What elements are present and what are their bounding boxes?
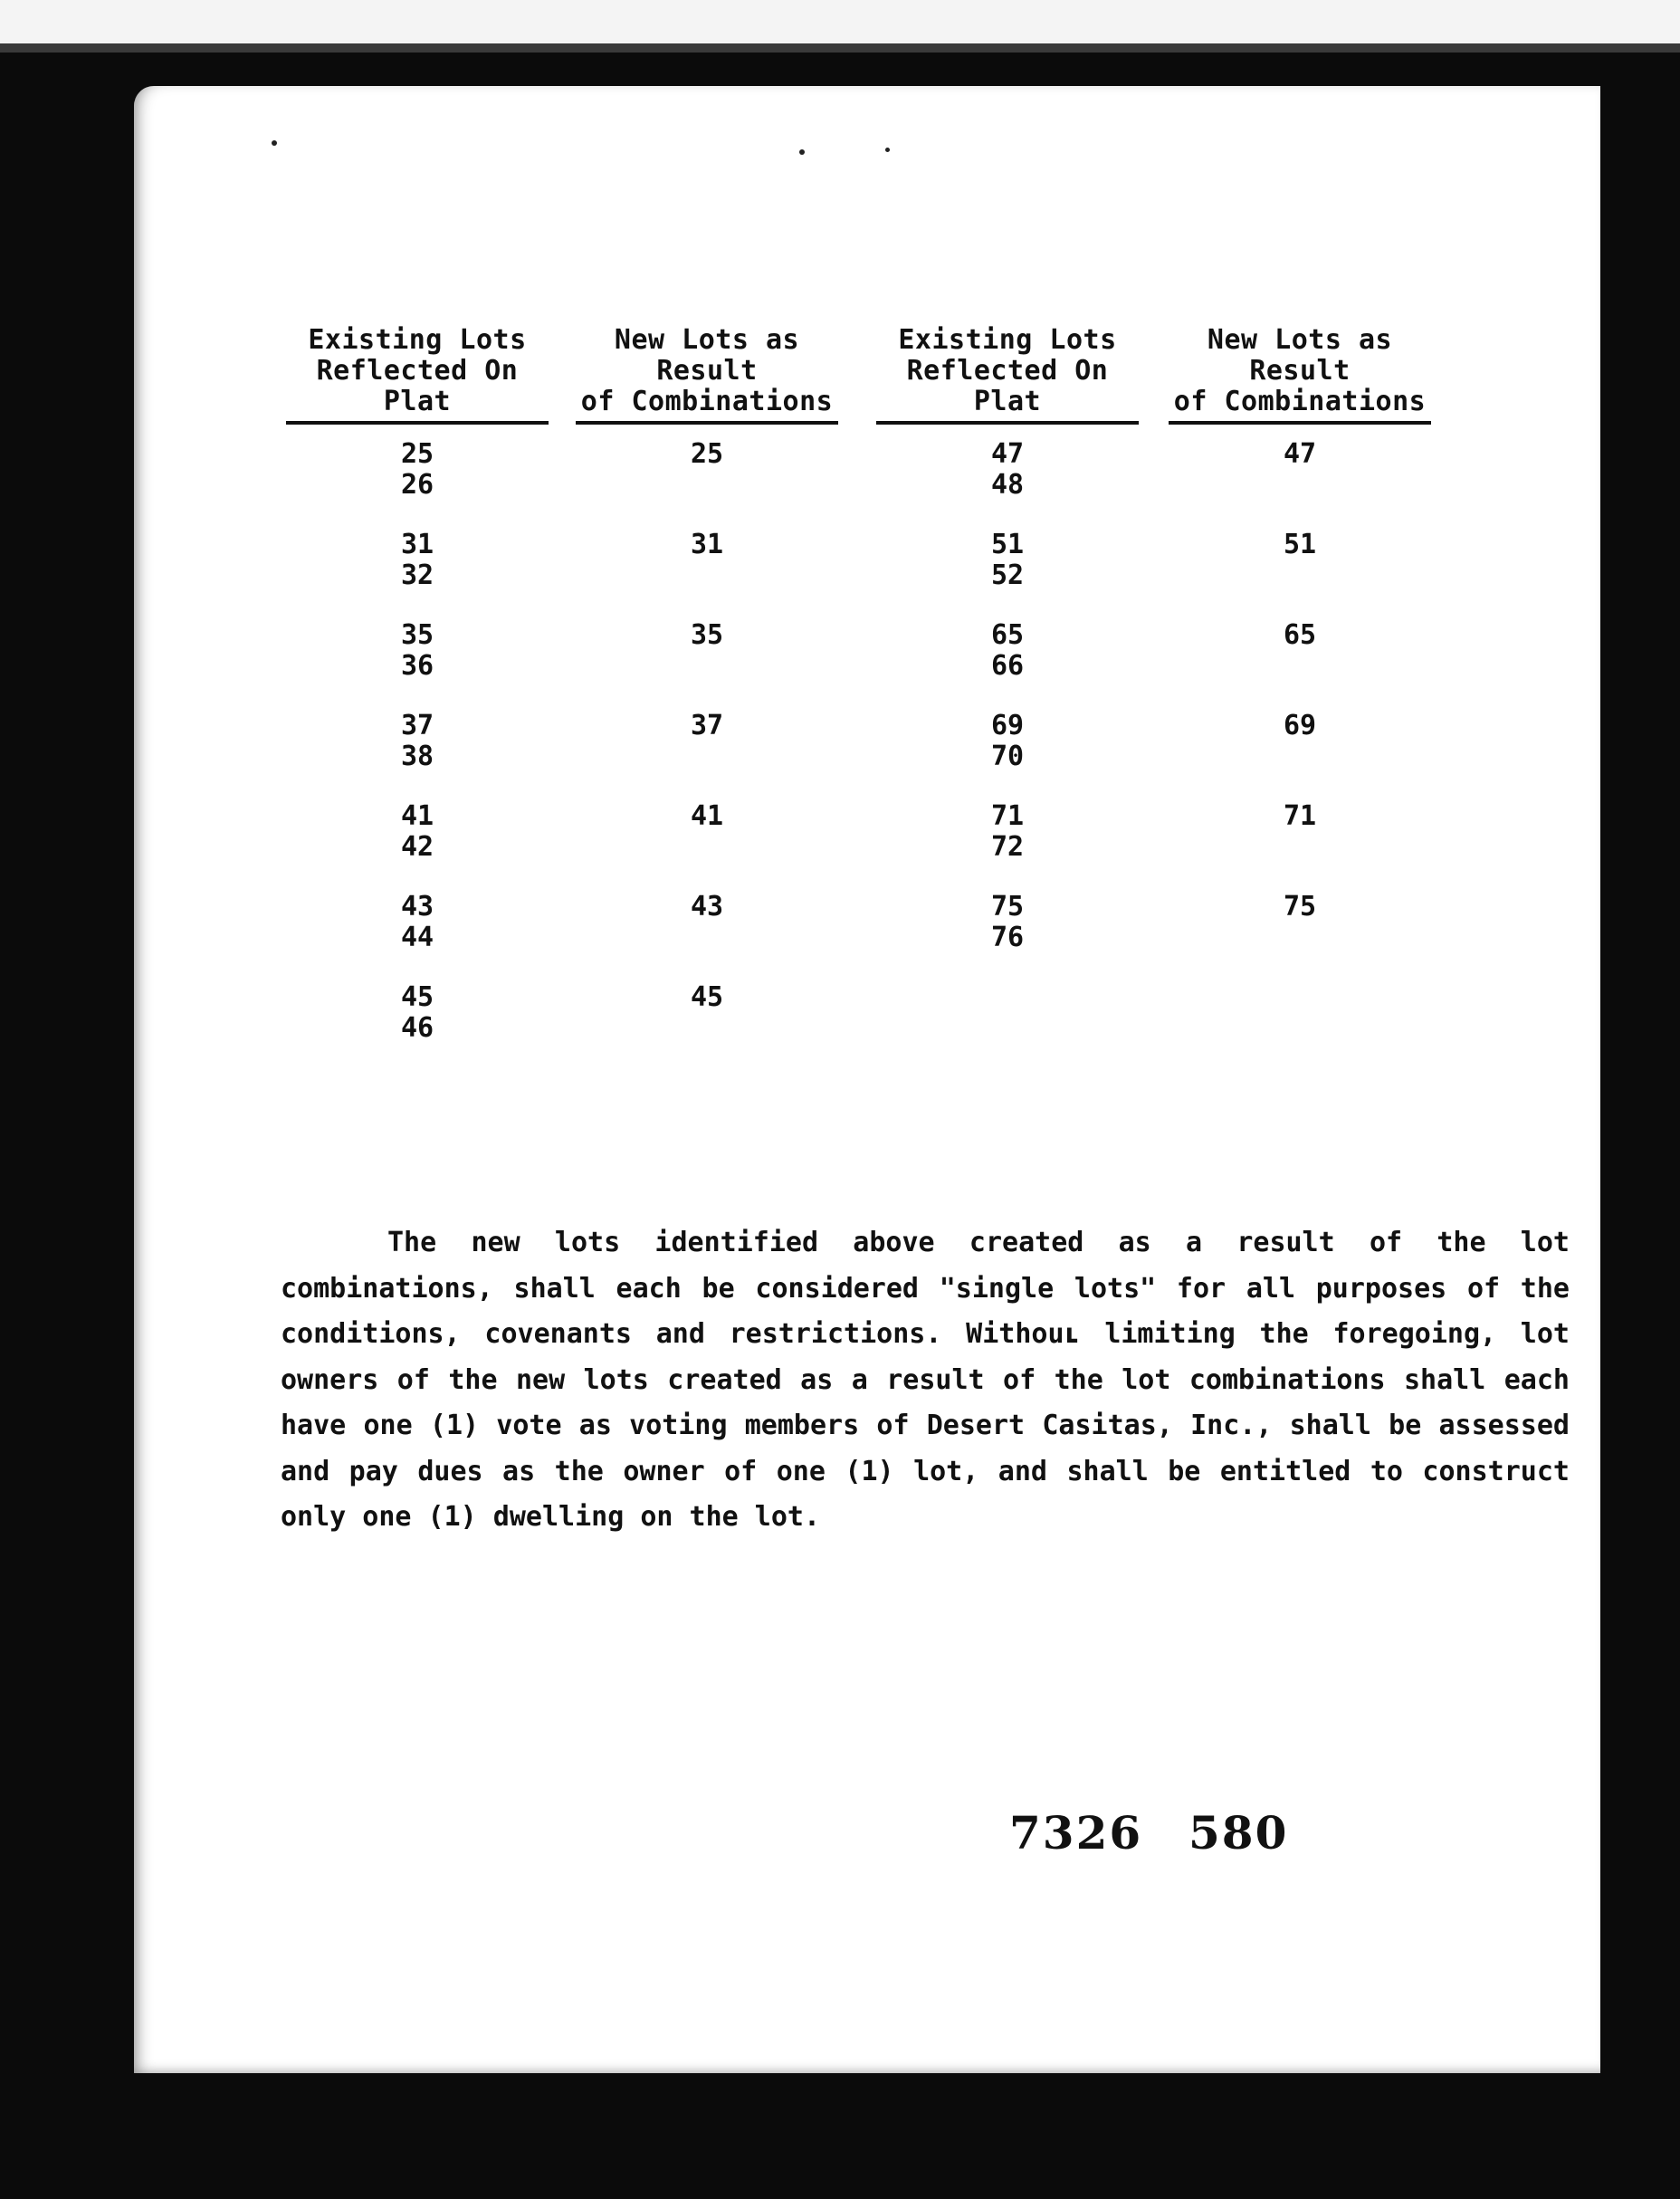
lot-group <box>277 801 558 863</box>
col-header-line: Existing Lots <box>308 324 527 356</box>
lot-number: 37 <box>400 710 434 741</box>
lot-group <box>567 801 847 832</box>
col-existing-lots-left <box>277 324 558 1044</box>
lot-number: 26 <box>400 469 434 501</box>
page-number: 580 <box>1188 1806 1289 1860</box>
lot-number: 35 <box>690 619 724 651</box>
book-number: 7326 <box>1009 1806 1143 1860</box>
col-header-line: New Lots as Result <box>1207 324 1393 387</box>
lot-number: 35 <box>400 619 434 651</box>
lot-number: 47 <box>990 438 1025 470</box>
scan-top-strip <box>0 0 1680 43</box>
lot-group <box>567 711 847 741</box>
lot-number: 25 <box>400 438 434 470</box>
col-header <box>576 325 838 425</box>
lot-number: 76 <box>990 922 1025 953</box>
lot-group <box>277 530 558 591</box>
body-paragraph: The new lots identified above created as a result of the lot combinations, shall each be considered "single lots" for all purposes of the conditions, covenants and restrictions. Withouʟ limiting the foregoing, lot owners of the new lots created as a result of the lot combinations shall each have one (1) vote as voting members of Desert Casitas, Inc., shall be assessed and pay dues as the owner of one (1) lot, and shall be entitled to construct only one (1) dwelling on the lot. <box>281 1227 1570 1533</box>
lot-number: 31 <box>690 529 724 560</box>
lot-number: 46 <box>400 1012 434 1044</box>
lot-group <box>567 892 847 923</box>
lot-number: 69 <box>990 710 1025 741</box>
lot-group <box>1160 620 1440 651</box>
lot-group <box>1160 530 1440 560</box>
lot-number: 66 <box>990 650 1025 682</box>
lot-group <box>1160 892 1440 923</box>
col-header-line: New Lots as Result <box>614 324 800 387</box>
lot-number: 45 <box>400 981 434 1013</box>
lot-number: 48 <box>990 469 1025 501</box>
scan-speck <box>885 148 890 152</box>
lot-number: 69 <box>1283 710 1317 741</box>
lot-group <box>867 892 1148 953</box>
lot-number: 72 <box>990 831 1025 863</box>
lot-number: 25 <box>690 438 724 470</box>
lot-group <box>567 620 847 651</box>
lot-number: 37 <box>690 710 724 741</box>
lot-group <box>277 711 558 772</box>
lot-number: 52 <box>990 559 1025 591</box>
lot-number: 38 <box>400 741 434 772</box>
lot-group <box>867 620 1148 682</box>
lot-number: 45 <box>690 981 724 1013</box>
lot-number: 71 <box>990 800 1025 832</box>
col-header-line: Existing Lots <box>898 324 1117 356</box>
lot-number: 31 <box>400 529 434 560</box>
lot-group <box>567 439 847 470</box>
lot-number: 51 <box>990 529 1025 560</box>
lot-group <box>567 530 847 560</box>
lot-number: 51 <box>1283 529 1317 560</box>
scan-speck <box>799 149 805 155</box>
lot-number: 65 <box>1283 619 1317 651</box>
col-header-line: Reflected On Plat <box>316 355 519 417</box>
col-header-line: of Combinations <box>580 386 834 417</box>
lot-number: 41 <box>400 800 434 832</box>
lot-number: 75 <box>990 891 1025 923</box>
lot-number: 75 <box>1283 891 1317 923</box>
lot-group <box>867 439 1148 501</box>
lot-number: 32 <box>400 559 434 591</box>
lot-number: 44 <box>400 922 434 953</box>
lot-number: 47 <box>1283 438 1317 470</box>
lot-number: 42 <box>400 831 434 863</box>
col-header-line: Reflected On Plat <box>906 355 1109 417</box>
lot-group <box>277 439 558 501</box>
col-header <box>1169 325 1431 425</box>
lot-number: 71 <box>1283 800 1317 832</box>
scan-speck <box>272 140 277 146</box>
lot-number: 41 <box>690 800 724 832</box>
lot-number: 43 <box>400 891 434 923</box>
lot-number: 65 <box>990 619 1025 651</box>
lot-group <box>277 982 558 1044</box>
lot-group <box>867 801 1148 863</box>
col-existing-lots-right <box>867 324 1148 953</box>
col-header <box>876 325 1139 425</box>
lot-group <box>867 530 1148 591</box>
lot-group <box>567 982 847 1013</box>
col-new-lots-left <box>567 324 847 1013</box>
document-page <box>134 86 1600 2073</box>
lot-group <box>1160 711 1440 741</box>
lot-number: 43 <box>690 891 724 923</box>
lot-group <box>277 892 558 953</box>
scan-top-shadow <box>0 43 1680 53</box>
col-header-line: of Combinations <box>1173 386 1427 417</box>
col-header <box>286 325 549 425</box>
lot-group <box>1160 801 1440 832</box>
lot-number: 36 <box>400 650 434 682</box>
lot-number: 70 <box>990 741 1025 772</box>
lot-group <box>1160 439 1440 470</box>
lot-group <box>277 620 558 682</box>
lot-group <box>867 711 1148 772</box>
col-new-lots-right <box>1160 324 1440 923</box>
